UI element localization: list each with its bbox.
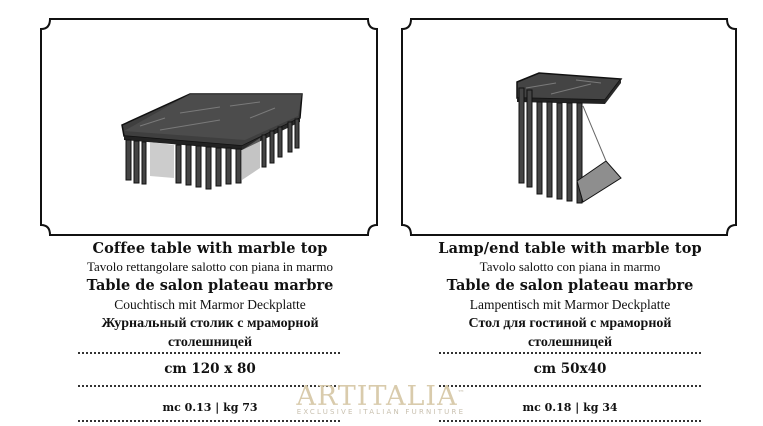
product-dimensions: cm 50x40 — [533, 361, 607, 377]
product-dimensions: cm 120 x 80 — [164, 361, 256, 377]
title-italian: Tavolo salotto con piana in marmo — [479, 259, 661, 274]
title-english: Lamp/end table with marble top — [438, 240, 702, 257]
brand-tagline: EXCLUSIVE ITALIAN FURNITURE — [296, 408, 466, 416]
dotted-divider — [439, 420, 701, 422]
title-russian-line1: Стол для гостиной с мраморной — [468, 316, 672, 331]
title-german: Lampentisch mit Marmor Deckplatte — [469, 297, 671, 312]
title-russian-line1: Журнальный столик с мраморной — [101, 316, 319, 331]
title-english: Coffee table with marble top — [92, 240, 328, 257]
product-volume-weight: mc 0.18 | kg 34 — [522, 401, 618, 414]
dotted-divider — [439, 352, 701, 354]
title-italian: Tavolo rettangolare salotto con piana in marmo — [86, 259, 333, 274]
brand-name: ARTITALIA™ — [296, 381, 466, 412]
product-image-frame — [401, 18, 737, 236]
product-text-block — [40, 240, 380, 352]
product-volume-weight: mc 0.13 | kg 73 — [162, 401, 258, 414]
title-russian-line2: столешницей — [527, 335, 613, 350]
title-russian-line2: столешницей — [167, 335, 253, 350]
title-french: Table de salon plateau marbre — [86, 277, 334, 294]
product-image-frame — [40, 18, 378, 236]
dotted-divider — [78, 420, 340, 422]
dotted-divider — [78, 352, 340, 354]
title-german: Couchtisch mit Marmor Deckplatte — [114, 297, 306, 312]
brand-watermark-logo — [281, 381, 481, 416]
title-french: Table de salon plateau marbre — [446, 277, 694, 294]
product-text-block — [401, 240, 739, 352]
